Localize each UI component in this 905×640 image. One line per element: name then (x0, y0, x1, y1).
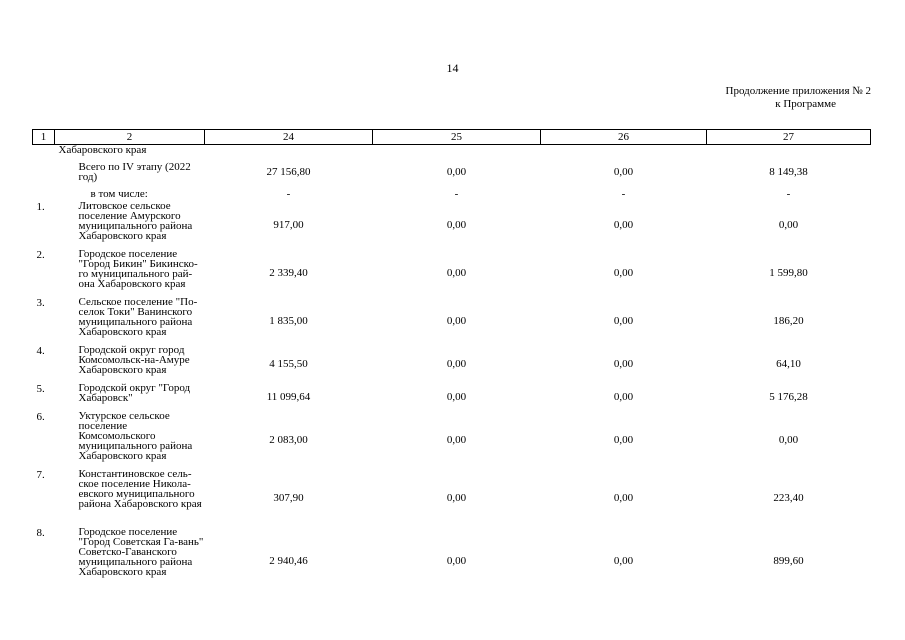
value-27: 0,00 (778, 434, 799, 446)
value-24: 2 339,40 (269, 267, 308, 279)
value-26: 0,00 (613, 315, 634, 327)
value-25: 0,00 (446, 315, 467, 327)
table-row (33, 145, 871, 158)
value-24: - (286, 188, 291, 200)
value-24: 2 940,46 (269, 555, 308, 567)
header-cell: 1 (33, 130, 55, 145)
row-name: Городской округ город Комсомольск-на-Амуре Хабаровского края (78, 344, 190, 376)
value-26: 0,00 (613, 219, 634, 231)
table-row (33, 383, 871, 411)
table-row (33, 469, 871, 527)
value-26: - (621, 188, 626, 200)
table-row (33, 201, 871, 249)
row-name: Литовское сельское поселение Амурского муниципального района Хабаровского края (78, 200, 193, 242)
row-name: Хабаровского края (58, 144, 147, 156)
value-25: 0,00 (446, 219, 467, 231)
header-cell: 27 (707, 130, 871, 145)
row-name: Городское поселение "Город Советская Га-вань" Советско-Гаванского муниципального района Хабаровского края (78, 526, 204, 578)
value-25: 0,00 (446, 166, 467, 178)
value-24: 27 156,80 (266, 166, 311, 178)
row-name: Сельское поселение "По-селок Токи" Ванинского муниципального района Хабаровского края (78, 296, 198, 338)
value-24: 2 083,00 (269, 434, 308, 446)
value-27: - (786, 188, 791, 200)
row-index: 8. (36, 527, 45, 539)
value-26: 0,00 (613, 492, 634, 504)
value-27: 223,40 (773, 492, 804, 504)
value-26: 0,00 (613, 358, 634, 370)
table-row (33, 345, 871, 383)
value-25: 0,00 (446, 492, 467, 504)
row-name: Константиновское сель-ское поселение Никола-евского муниципального района Хабаровского края (78, 468, 202, 510)
value-27: 8 149,38 (769, 166, 808, 178)
header-cell: 2 (55, 130, 205, 145)
value-24 (205, 145, 373, 158)
row-index: 5. (36, 383, 45, 395)
value-27 (707, 145, 871, 158)
table-row (33, 527, 871, 595)
appendix-note (726, 85, 871, 111)
appendix-line-1: Продолжение приложения № 2 (725, 85, 871, 97)
row-index: 2. (36, 249, 45, 261)
value-27: 1 599,80 (769, 267, 808, 279)
value-25: - (454, 188, 459, 200)
value-24: 11 099,64 (266, 391, 311, 403)
value-24: 917,00 (273, 219, 304, 231)
value-25 (373, 145, 541, 158)
header-cell: 26 (541, 130, 707, 145)
value-25: 0,00 (446, 555, 467, 567)
row-name: Всего по IV этапу (2022 год) (78, 161, 191, 183)
page-number: 14 (446, 61, 459, 75)
table-row (33, 157, 871, 187)
value-27: 0,00 (778, 219, 799, 231)
value-25: 0,00 (446, 358, 467, 370)
row-index: 7. (36, 469, 45, 481)
row-name: в том числе: (90, 188, 148, 200)
value-25: 0,00 (446, 391, 467, 403)
row-name: Городское поселение "Город Бикин" Бикинско-го муниципального рай-она Хабаровского края (78, 248, 198, 290)
table-row (33, 411, 871, 469)
value-27: 64,10 (776, 358, 801, 370)
table-row (33, 297, 871, 345)
value-27: 186,20 (773, 315, 804, 327)
row-index: 3. (36, 297, 45, 309)
value-26: 0,00 (613, 391, 634, 403)
value-24: 1 835,00 (269, 315, 308, 327)
value-24: 307,90 (273, 492, 304, 504)
row-index (33, 187, 55, 201)
value-26 (541, 145, 707, 158)
row-name: Уктурское сельское поселение Комсомольского муниципального района Хабаровского края (78, 410, 193, 462)
row-index (33, 157, 55, 187)
row-index: 6. (36, 411, 45, 423)
row-index (33, 145, 55, 158)
value-26: 0,00 (613, 555, 634, 567)
row-index: 4. (36, 345, 45, 357)
header-cell: 24 (205, 130, 373, 145)
value-25: 0,00 (446, 434, 467, 446)
value-26: 0,00 (613, 166, 634, 178)
value-27: 899,60 (773, 555, 804, 567)
row-index: 1. (36, 201, 45, 213)
row-name: Городской округ "Город Хабаровск" (78, 382, 191, 404)
funding-table (32, 129, 871, 595)
value-27: 5 176,28 (769, 391, 808, 403)
table-row (33, 249, 871, 297)
header-cell: 25 (373, 130, 541, 145)
value-25: 0,00 (446, 267, 467, 279)
appendix-line-2: к Программе (775, 98, 836, 110)
value-24: 4 155,50 (269, 358, 308, 370)
value-26: 0,00 (613, 434, 634, 446)
table-row (33, 187, 871, 201)
header-row (33, 130, 871, 145)
value-26: 0,00 (613, 267, 634, 279)
